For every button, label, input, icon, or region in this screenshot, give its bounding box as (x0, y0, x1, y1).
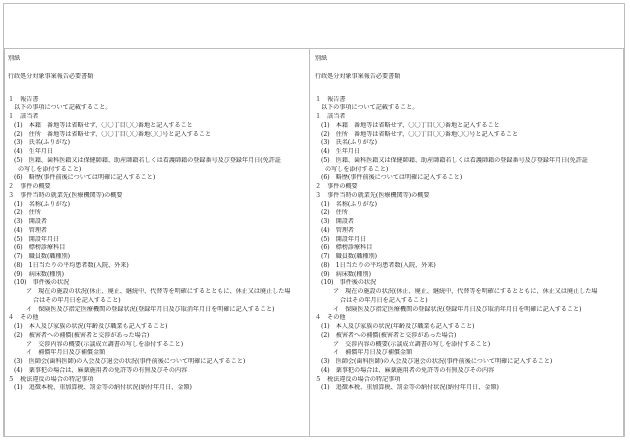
sub-item: イ 保険医及び指定医療機関の登録状況(登録年月日及び取消年月日を明確に記入すること) (333, 305, 582, 313)
list-item: (6) 略歴(事件前後については明確に記入すること) (14, 174, 156, 182)
subsection-tax: ５ 税法違反の場合の特記事項 (8, 375, 94, 383)
list-item: (1) 本籍 番地等は省略せず、〇〇丁目〇〇番地と記入すること (14, 121, 193, 129)
list-item: (2) 住所 番地等は省略せず、〇〇丁目〇〇番地〇〇号と記入すること (14, 130, 212, 138)
list-item: (2) 住所 (14, 209, 41, 217)
column-divider (309, 49, 310, 436)
list-item: (4) 管理者 (14, 226, 48, 234)
column-left (4, 49, 300, 436)
document-title: 行政処分対象事案報告必要書類 (8, 72, 94, 80)
column-right (311, 49, 607, 436)
list-item: (4) 薬事犯の場合は、麻薬施用者の免許等の有無及びその内容 (321, 366, 495, 374)
list-item: (2) 被害者への補償(被害者と交渉があった場合) (14, 331, 150, 339)
sub-item: ア 交渉内容の概要(示談成立調書の写しを添付すること) (26, 340, 184, 348)
list-item: (8) 1日当たりの平均患者数(入院、外来) (14, 261, 129, 269)
subsection-other: ４ その他 (8, 314, 39, 322)
table-right-border (623, 49, 624, 436)
subsection-person: １ 該当者 (315, 113, 346, 120)
sub-item: ア 交渉内容の概要(示談成立調書の写しを添付すること) (333, 340, 491, 348)
list-item: (1) 名称(ふりがな) (321, 200, 378, 208)
subsection-person: １ 該当者 (8, 113, 39, 120)
list-item: (3) 医師会(歯科医師)の入会及び退会の状況(事件前後について明確に記入すること) (321, 358, 553, 365)
list-item: (1) 本人及び家族の状況(年齢及び職業も記入すること) (14, 323, 168, 330)
list-item: (3) 氏名(ふりがな) (14, 139, 71, 147)
list-item: (5) 医籍、歯科医籍又は保健師籍、助産師籍若しくは看護師籍の登録番号及び登録年月日(免許証 (14, 156, 281, 164)
subsection-overview: ２ 事件の概要 (8, 183, 51, 190)
list-item: (5) 開設年月日 (321, 235, 367, 243)
attachment-label: 別紙 (315, 55, 328, 62)
list-item-continued: の写しを添付すること) (325, 165, 389, 173)
list-item: (3) 氏名(ふりがな) (321, 139, 378, 147)
list-item: (4) 管理者 (321, 226, 355, 234)
list-item: (5) 医籍、歯科医籍又は保健師籍、助産師籍若しくは看護師籍の登録番号及び登録年月日(免許証 (321, 156, 588, 164)
section-heading-report: １ 報告書 (315, 95, 346, 103)
list-item: (10) 事件後の状況 (14, 279, 70, 287)
list-item: (1) 本籍 番地等は省略せず、〇〇丁目〇〇番地と記入すること (321, 121, 500, 129)
list-item-continued: の写しを添付すること) (18, 165, 82, 173)
list-item: (3) 開設者 (321, 218, 355, 225)
list-item: (7) 職員数(職種別) (321, 253, 378, 260)
sub-item: イ 補償年月日及び補償金額 (333, 349, 413, 357)
subsection-overview: ２ 事件の概要 (315, 183, 358, 190)
list-item: (2) 住所 (321, 209, 348, 217)
section-intro: 以下の事項について記載すること。 (14, 104, 112, 112)
sub-item-continued: 合はその年月日を記入すること) (33, 296, 121, 304)
list-item: (1) 追徴本税、重加算税、罰金等の納付状況(納付年月日、金額) (321, 384, 499, 392)
list-item: (9) 病床数(種別) (14, 270, 64, 278)
list-item: (1) 本人及び家族の状況(年齢及び職業も記入すること) (321, 323, 475, 330)
list-item: (2) 住所 番地等は省略せず、〇〇丁目〇〇番地〇〇号と記入すること (321, 130, 519, 138)
subsection-workplace: ３ 事件当時の就業先(医療機関等)の概要 (315, 191, 430, 199)
subsection-tax: ５ 税法違反の場合の特記事項 (315, 375, 401, 383)
sub-item: ア 現在の施設の状況(休止、廃止、継続中、代替等を明確にするとともに、休止又は廃止した場 (333, 288, 598, 295)
section-intro: 以下の事項について記載すること。 (321, 104, 419, 112)
subsection-other: ４ その他 (315, 314, 346, 322)
list-item: (3) 開設者 (14, 218, 48, 225)
document-title: 行政処分対象事案報告必要書類 (315, 72, 401, 80)
list-item: (1) 名称(ふりがな) (14, 200, 71, 208)
list-item: (6) 標榜診療科目 (321, 244, 373, 252)
sub-item: イ 補償年月日及び補償金額 (26, 349, 106, 357)
list-item: (3) 医師会(歯科医師)の入会及び退会の状況(事件前後について明確に記入すること) (14, 358, 246, 365)
list-item: (8) 1日当たりの平均患者数(入院、外来) (321, 261, 436, 269)
list-item: (5) 開設年月日 (14, 235, 60, 243)
list-item: (1) 追徴本税、重加算税、罰金等の納付状況(納付年月日、金額) (14, 384, 192, 392)
sub-item: ア 現在の施設の状況(休止、廃止、継続中、代替等を明確にするとともに、休止又は廃止した場 (26, 288, 291, 295)
list-item: (2) 被害者への補償(被害者と交渉があった場合) (321, 331, 457, 339)
attachment-label: 別紙 (8, 55, 21, 62)
section-heading-report: １ 報告書 (8, 95, 39, 103)
sub-item: イ 保険医及び指定医療機関の登録状況(登録年月日及び取消年月日を明確に記入すること) (26, 305, 275, 313)
sub-item-continued: 合はその年月日を記入すること) (340, 296, 428, 304)
list-item: (9) 病床数(種別) (321, 270, 371, 278)
subsection-workplace: ３ 事件当時の就業先(医療機関等)の概要 (8, 191, 123, 199)
list-item: (10) 事件後の状況 (321, 279, 377, 287)
list-item: (4) 薬事犯の場合は、麻薬施用者の免許等の有無及びその内容 (14, 366, 188, 374)
list-item: (7) 職員数(職種別) (14, 253, 71, 260)
list-item: (4) 生年月日 (14, 148, 54, 155)
list-item: (6) 略歴(事件前後については明確に記入すること) (321, 174, 463, 182)
list-item: (4) 生年月日 (321, 148, 361, 155)
list-item: (6) 標榜診療科目 (14, 244, 66, 252)
